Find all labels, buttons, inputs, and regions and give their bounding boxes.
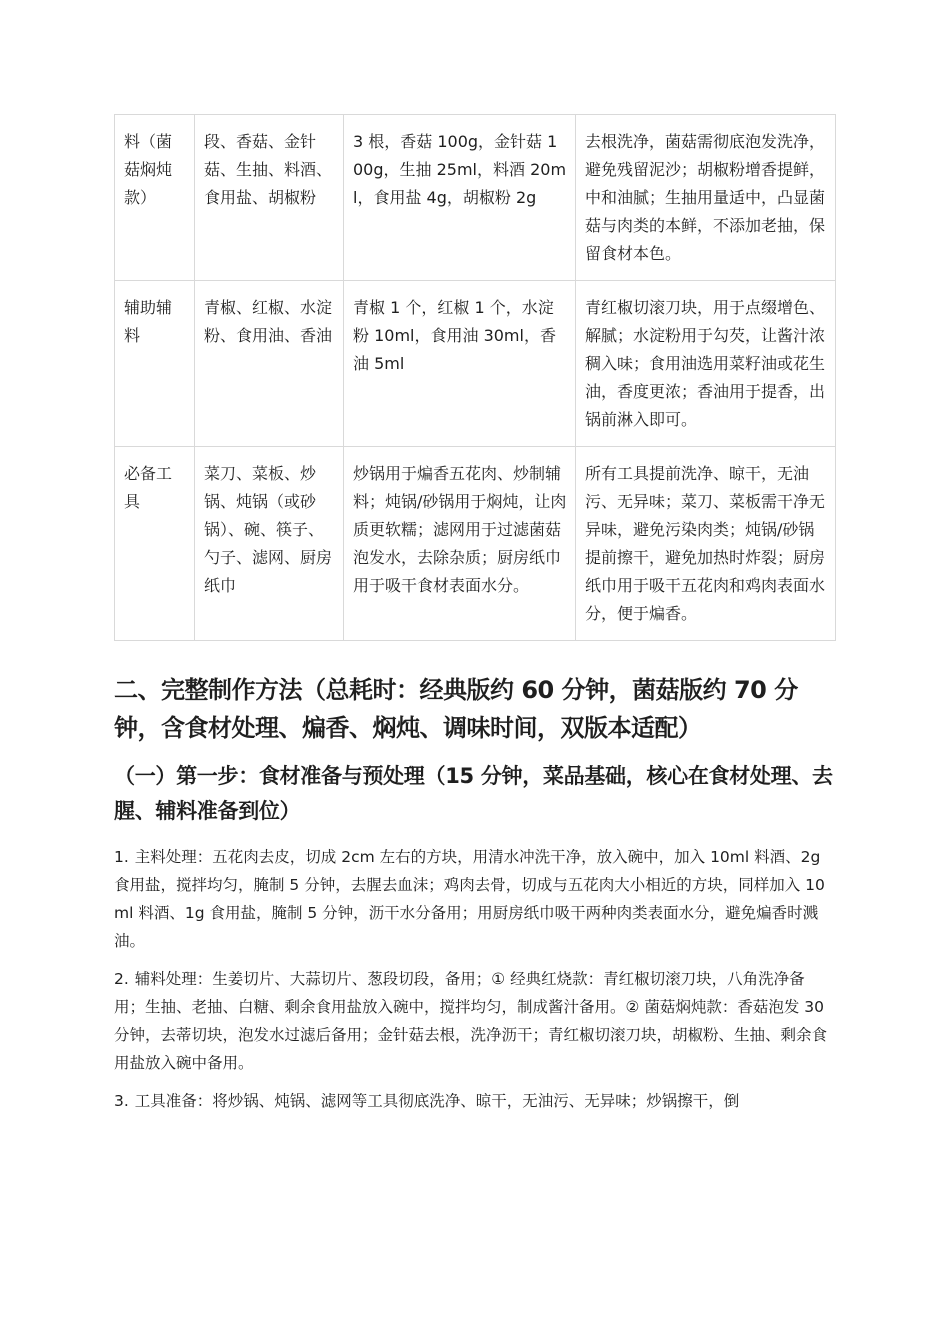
table-cell-notes: 青红椒切滚刀块，用于点缀增色、解腻；水淀粉用于勾芡，让酱汁浓稠入味；食用油选用菜籽油或花生油，香度更浓；香油用于提香，出锅前淋入即可。 bbox=[576, 281, 836, 447]
step-number: 1. bbox=[114, 848, 129, 866]
ingredients-table bbox=[114, 114, 836, 641]
table-row bbox=[115, 281, 836, 447]
step-paragraph bbox=[114, 1087, 835, 1115]
table-cell-items: 菜刀、菜板、炒锅、炖锅（或砂锅）、碗、筷子、勺子、滤网、厨房纸巾 bbox=[195, 447, 344, 641]
table-cell-items: 青椒、红椒、水淀粉、食用油、香油 bbox=[195, 281, 344, 447]
step-number: 3. bbox=[114, 1092, 129, 1110]
subsection-heading: （一）第一步：食材准备与预处理（15 分钟，菜品基础，核心在食材处理、去腥、辅料准备到位） bbox=[114, 764, 833, 823]
step-text: 辅料处理：生姜切片、大蒜切片、葱段切段，备用；① 经典红烧款：青红椒切滚刀块，八角洗净备用；生抽、老抽、白糖、剩余食用盐放入碗中，搅拌均匀，制成酱汁备用。② 菌菇焖炖款：香菇泡发 30 分钟，去蒂切块，泡发水过滤后备用；金针菇去根，洗净沥干；青红椒切滚刀块，胡椒粉、生抽、剩余食用盐放入碗中备用。 bbox=[114, 970, 828, 1072]
table-row bbox=[115, 115, 836, 281]
table-cell-amount: 青椒 1 个，红椒 1 个，水淀粉 10ml，食用油 30ml，香油 5ml bbox=[344, 281, 576, 447]
section-heading: 二、完整制作方法（总耗时：经典版约 60 分钟，菌菇版约 70 分钟，含食材处理、煸香、焖炖、调味时间，双版本适配） bbox=[114, 676, 798, 742]
steps-list bbox=[114, 843, 835, 1115]
table-cell-items: 段、香菇、金针菇、生抽、料酒、食用盐、胡椒粉 bbox=[195, 115, 344, 281]
step-paragraph bbox=[114, 965, 835, 1077]
table-cell-category: 必备工具 bbox=[115, 447, 195, 641]
table-cell-amount: 3 根，香菇 100g，金针菇 100g，生抽 25ml，料酒 20ml，食用盐 4g，胡椒粉 2g bbox=[344, 115, 576, 281]
table-cell-notes: 去根洗净，菌菇需彻底泡发洗净，避免残留泥沙；胡椒粉增香提鲜，中和油腻；生抽用量适中，凸显菌菇与肉类的本鲜，不添加老抽，保留食材本色。 bbox=[576, 115, 836, 281]
step-text: 工具准备：将炒锅、炖锅、滤网等工具彻底洗净、晾干，无油污、无异味；炒锅擦干，倒 bbox=[134, 1092, 740, 1110]
step-text: 主料处理：五花肉去皮，切成 2cm 左右的方块，用清水冲洗干净，放入碗中，加入 10ml 料酒、2g 食用盐，搅拌均匀，腌制 5 分钟，去腥去血沫；鸡肉去骨，切成与五花肉大小相近的方块，同样加入 10ml 料酒、1g 食用盐，腌制 5 分钟，沥干水分备用；用厨房纸巾吸干两种肉类表面水分，避免煸香时溅油。 bbox=[114, 848, 825, 950]
table-cell-notes: 所有工具提前洗净、晾干，无油污、无异味；菜刀、菜板需干净无异味，避免污染肉类；炖锅/砂锅提前擦干，避免加热时炸裂；厨房纸巾用于吸干五花肉和鸡肉表面水分，便于煸香。 bbox=[576, 447, 836, 641]
step-paragraph bbox=[114, 843, 835, 955]
document-page bbox=[114, 114, 835, 1125]
table-cell-amount: 炒锅用于煸香五花肉、炒制辅料；炖锅/砂锅用于焖炖，让肉质更软糯；滤网用于过滤菌菇泡发水，去除杂质；厨房纸巾用于吸干食材表面水分。 bbox=[344, 447, 576, 641]
table-cell-category: 料（菌菇焖炖款） bbox=[115, 115, 195, 281]
table-row bbox=[115, 447, 836, 641]
table-cell-category: 辅助辅料 bbox=[115, 281, 195, 447]
step-number: 2. bbox=[114, 970, 129, 988]
